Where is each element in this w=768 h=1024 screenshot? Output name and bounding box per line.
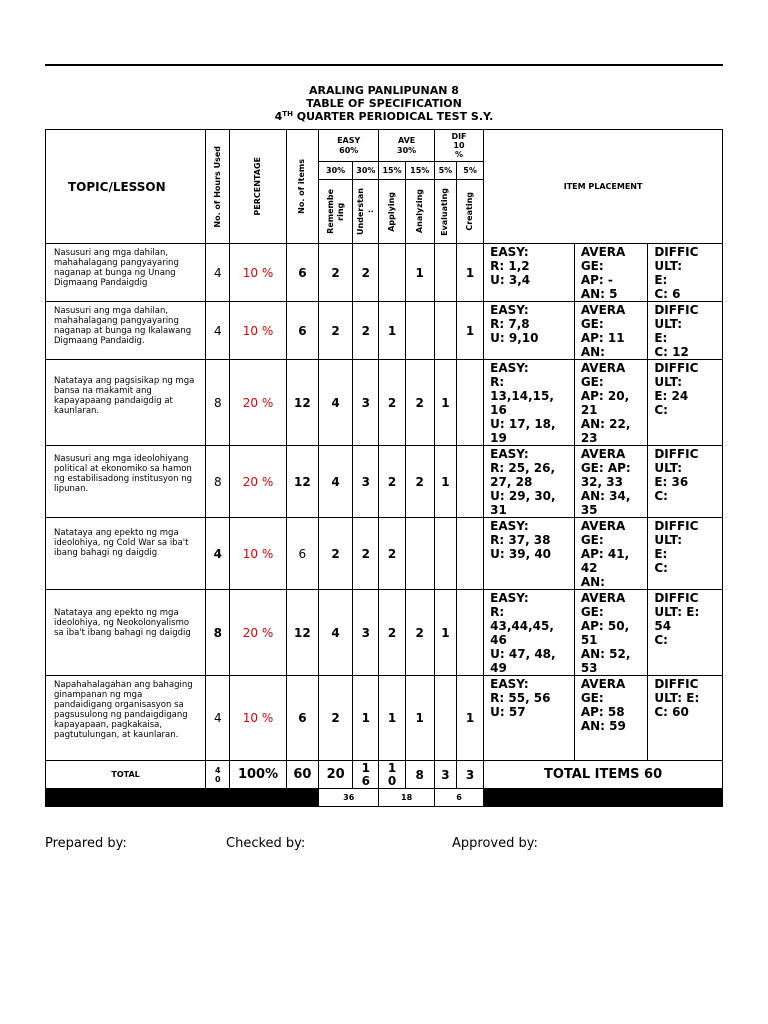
difficult-placement-cell: DIFFIC ULT: E: C: 12 [648, 302, 723, 360]
hours-cell: 4 [206, 302, 230, 360]
analyzing-cell: 2 [405, 590, 434, 676]
table-row [46, 590, 723, 676]
average-placement-cell: AVERA GE: AP: 20, 21 AN: 22, 23 [574, 360, 648, 446]
percentage-header: PERCENTAGE [230, 130, 286, 244]
applying-cell: 1 [379, 302, 405, 360]
difficult-placement-cell: DIFFIC ULT: E: C: 6 [648, 244, 723, 302]
item-placement-header: ITEM PLACEMENT [484, 130, 723, 244]
evaluating-cell: 1 [434, 590, 456, 676]
creating-cell [456, 360, 483, 446]
easy-placement-cell: EASY: R: 55, 56 U: 57 [484, 676, 575, 761]
analyzing-cell: 1 [405, 244, 434, 302]
approved-by-label: Approved by: [452, 836, 538, 851]
applying-cell: 1 [379, 676, 405, 761]
applying-cell: 2 [379, 446, 405, 518]
items-cell: 6 [286, 244, 318, 302]
easy-placement-cell: EASY: R: 43,44,45, 46 U: 47, 48, 49 [484, 590, 575, 676]
percent-remembering: 30% [318, 162, 352, 180]
understanding-cell: 3 [353, 590, 379, 676]
analyzing-cell: 2 [405, 446, 434, 518]
easy-sum: 36 [318, 789, 378, 807]
total-applying: 1 0 [379, 761, 405, 789]
total-label: TOTAL [46, 761, 206, 789]
creating-cell: 1 [456, 676, 483, 761]
hours-cell: 4 [206, 244, 230, 302]
average-placement-cell: AVERA GE: AP: 11 AN: [574, 302, 648, 360]
items-cell: 6 [286, 676, 318, 761]
percent-creating: 5% [456, 162, 483, 180]
analyzing-cell [405, 518, 434, 590]
easy-placement-cell: EASY: R: 25, 26, 27, 28 U: 29, 30, 31 [484, 446, 575, 518]
checked-by-label: Checked by: [226, 836, 306, 851]
evaluating-cell [434, 244, 456, 302]
summary-row [46, 789, 723, 807]
hours-cell: 8 [206, 446, 230, 518]
evaluating-cell: 1 [434, 360, 456, 446]
creating-cell [456, 446, 483, 518]
total-items-placement: TOTAL ITEMS 60 [484, 761, 723, 789]
creating-cell: 1 [456, 244, 483, 302]
applying-cell: 2 [379, 360, 405, 446]
applying-cell: 2 [379, 518, 405, 590]
dif-header: DIF 10 % [434, 130, 483, 162]
level-analyzing: Analyzing [405, 180, 434, 244]
easy-placement-cell: EASY: R: 1,2 U: 3,4 [484, 244, 575, 302]
title-quarter: 4TH QUARTER PERIODICAL TEST S.Y. [274, 110, 494, 123]
average-placement-cell: AVERA GE: AP: 41, 42 AN: [574, 518, 648, 590]
percentage-cell: 20 % [230, 360, 286, 446]
percentage-cell: 20 % [230, 590, 286, 676]
evaluating-cell [434, 302, 456, 360]
total-creating: 3 [456, 761, 483, 789]
hours-cell: 8 [206, 360, 230, 446]
top-rule [45, 64, 723, 66]
evaluating-cell [434, 518, 456, 590]
average-placement-cell: AVERA GE: AP: 32, 33 AN: 34, 35 [574, 446, 648, 518]
total-evaluating: 3 [434, 761, 456, 789]
table-row [46, 446, 723, 518]
analyzing-cell [405, 302, 434, 360]
percent-understanding: 30% [353, 162, 379, 180]
topic-cell: Natataya ang epekto ng mga ideolohiya, ng Cold War sa iba't ibang bahagi ng daigdig [46, 518, 206, 590]
total-remembering: 20 [318, 761, 352, 789]
specification-table [45, 129, 723, 807]
level-applying: Applying [379, 180, 405, 244]
understanding-cell: 1 [353, 676, 379, 761]
remembering-cell: 2 [318, 244, 352, 302]
items-cell: 12 [286, 446, 318, 518]
analyzing-cell: 2 [405, 360, 434, 446]
evaluating-cell [434, 676, 456, 761]
percentage-cell: 10 % [230, 302, 286, 360]
creating-cell: 1 [456, 302, 483, 360]
hours-cell: 4 [206, 518, 230, 590]
percentage-cell: 10 % [230, 518, 286, 590]
topic-cell: Nasusuri ang mga ideolohiyang political at ekonomiko sa hamon ng estabilisadong institusyon ng lipunan. [46, 446, 206, 518]
creating-cell [456, 518, 483, 590]
understanding-cell: 2 [353, 302, 379, 360]
summary-black-bar-left [46, 789, 319, 807]
topic-cell: Natataya ang pagsisikap ng mga bansa na makamit ang kapayapaang pandaigdig at kaunlaran. [46, 360, 206, 446]
remembering-cell: 4 [318, 590, 352, 676]
remembering-cell: 2 [318, 676, 352, 761]
evaluating-cell: 1 [434, 446, 456, 518]
document-title [45, 84, 723, 123]
remembering-cell: 4 [318, 360, 352, 446]
understanding-cell: 3 [353, 360, 379, 446]
percentage-cell: 10 % [230, 676, 286, 761]
average-placement-cell: AVERA GE: AP: - AN: 5 [574, 244, 648, 302]
total-percentage: 100% [230, 761, 286, 789]
analyzing-cell: 1 [405, 676, 434, 761]
total-items: 60 [286, 761, 318, 789]
prepared-by-label: Prepared by: [45, 836, 127, 851]
items-cell: 6 [286, 518, 318, 590]
easy-placement-cell: EASY: R: 13,14,15, 16 U: 17, 18, 19 [484, 360, 575, 446]
topic-cell: Nasusuri ang mga dahilan, mahahalagang pangyayaring naganap at bunga ng Unang Digmaang Pandaigdig [46, 244, 206, 302]
table-row [46, 302, 723, 360]
percent-evaluating: 5% [434, 162, 456, 180]
total-hours: 4 0 [206, 761, 230, 789]
difficult-placement-cell: DIFFIC ULT: E: 36 C: [648, 446, 723, 518]
percentage-cell: 10 % [230, 244, 286, 302]
topic-cell: Napahahalagahan ang bahaging ginampanan ng mga pandaidigang organisasyon sa pagsusulong ng pandaigdigang kapayapaan, pagkakaisa, pagtutulungan, at kaunlaran. [46, 676, 206, 761]
hours-cell: 4 [206, 676, 230, 761]
applying-cell: 2 [379, 590, 405, 676]
percent-applying: 15% [379, 162, 405, 180]
ave-sum: 18 [379, 789, 434, 807]
difficult-placement-cell: DIFFIC ULT: E: 54 C: [648, 590, 723, 676]
table-row [46, 244, 723, 302]
items-header: No. of items [286, 130, 318, 244]
items-cell: 6 [286, 302, 318, 360]
easy-placement-cell: EASY: R: 37, 38 U: 39, 40 [484, 518, 575, 590]
percentage-cell: 20 % [230, 446, 286, 518]
remembering-cell: 4 [318, 446, 352, 518]
understanding-cell: 2 [353, 518, 379, 590]
total-analyzing: 8 [405, 761, 434, 789]
level-creating: Creating [456, 180, 483, 244]
average-placement-cell: AVERA GE: AP: 58 AN: 59 [574, 676, 648, 761]
table-row [46, 676, 723, 761]
hours-cell: 8 [206, 590, 230, 676]
topic-cell: Natataya ang epekto ng mga ideolohiya, ng Neokolonyalismo sa iba't ibang bahagi ng daigdig [46, 590, 206, 676]
understanding-cell: 3 [353, 446, 379, 518]
percent-analyzing: 15% [405, 162, 434, 180]
creating-cell [456, 590, 483, 676]
level-understanding: Understan : [353, 180, 379, 244]
table-row [46, 518, 723, 590]
difficult-placement-cell: DIFFIC ULT: E: 24 C: [648, 360, 723, 446]
level-evaluating: Evaluating [434, 180, 456, 244]
total-understanding: 1 6 [353, 761, 379, 789]
understanding-cell: 2 [353, 244, 379, 302]
easy-header: EASY 60% [318, 130, 378, 162]
topic-header: TOPIC/LESSON [46, 130, 206, 244]
difficult-placement-cell: DIFFIC ULT: E: C: 60 [648, 676, 723, 761]
total-row [46, 761, 723, 789]
dif-sum: 6 [434, 789, 483, 807]
difficult-placement-cell: DIFFIC ULT: E: C: [648, 518, 723, 590]
hours-header: No. of Hours Used [206, 130, 230, 244]
easy-placement-cell: EASY: R: 7,8 U: 9,10 [484, 302, 575, 360]
applying-cell [379, 244, 405, 302]
table-row [46, 360, 723, 446]
remembering-cell: 2 [318, 302, 352, 360]
ave-header: AVE 30% [379, 130, 434, 162]
level-remembering: Remembe ring [318, 180, 352, 244]
remembering-cell: 2 [318, 518, 352, 590]
title-table: TABLE OF SPECIFICATION [306, 97, 462, 110]
topic-cell: Nasusuri ang mga dahilan, mahahalagang pangyayaring naganap at bunga ng Ikalawang Digmaang Pandaidig. [46, 302, 206, 360]
title-subject: ARALING PANLIPUNAN 8 [309, 84, 459, 97]
items-cell: 12 [286, 590, 318, 676]
items-cell: 12 [286, 360, 318, 446]
summary-black-bar-right [484, 789, 723, 807]
average-placement-cell: AVERA GE: AP: 50, 51 AN: 52, 53 [574, 590, 648, 676]
